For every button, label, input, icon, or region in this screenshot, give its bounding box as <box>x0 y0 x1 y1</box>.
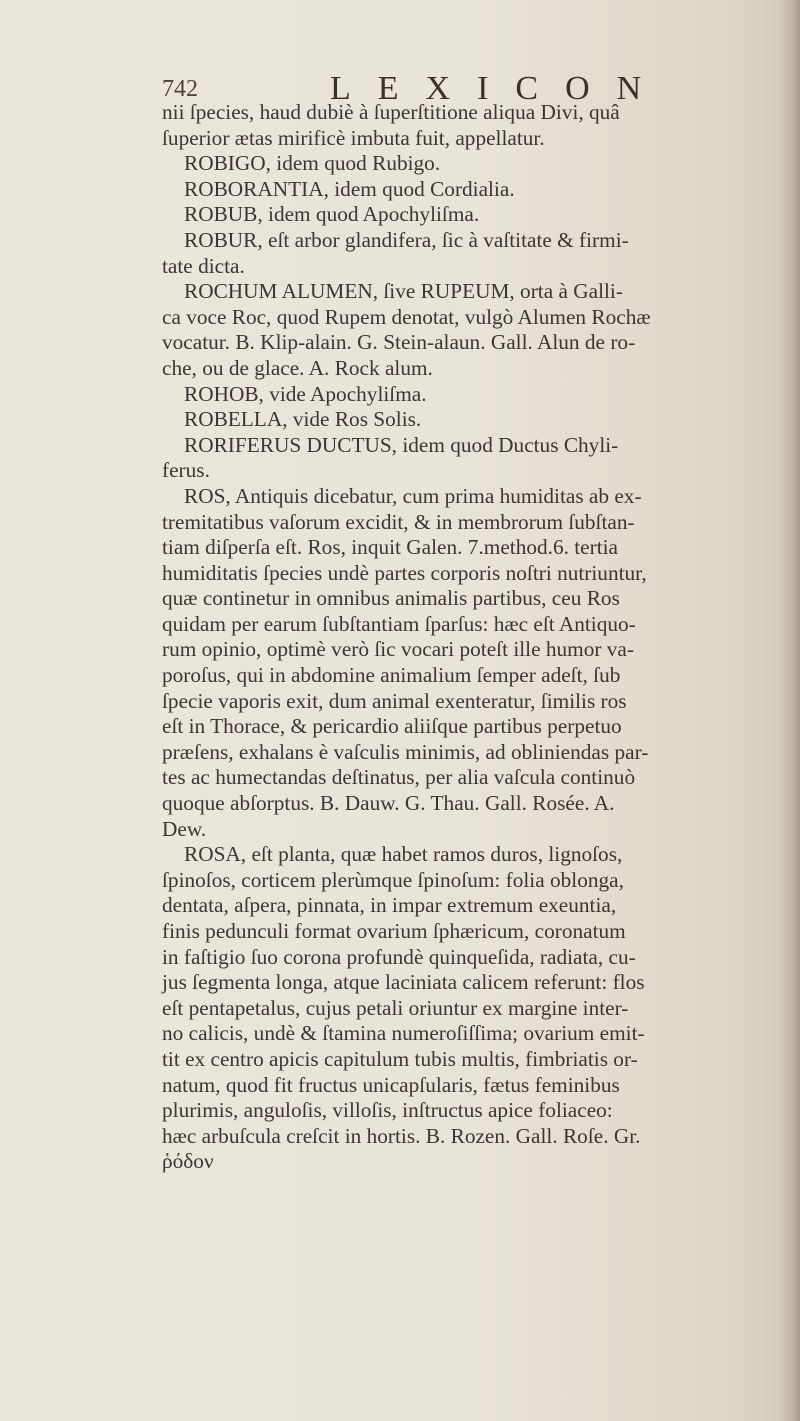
page-number: 742 <box>162 76 198 102</box>
text-line: eſt pentapetalus, cujus petali oriuntur ex margine inter- <box>162 995 629 1020</box>
entry-rosa: ROSA, eſt planta, quæ habet ramos duros, lignoſos, <box>184 842 623 867</box>
running-title: LEXICON <box>330 70 669 107</box>
text-line: quæ continetur in omnibus animalis partibus, ceu Ros <box>162 586 620 611</box>
text-line: poroſus, qui in abdomine animalium ſemper adeſt, ſub <box>162 663 621 688</box>
text-line: vocatur. B. Klip-alain. G. Stein-alaun. Gall. Alun de ro- <box>162 330 636 355</box>
text-line: dentata, aſpera, pinnata, in impar extremum exeuntia, <box>162 893 617 918</box>
dictionary-text <box>162 100 757 1201</box>
text-line: quoque abſorptus. B. Dauw. G. Thau. Gall. Rosée. A. <box>162 791 615 816</box>
text-line: che, ou de glace. A. Rock alum. <box>162 355 433 380</box>
text-line: rum opinio, optimè verò ſic vocari poteſt ille humor va- <box>162 637 634 662</box>
text-line: jus ſegmenta longa, atque laciniata calicem referunt: flos <box>162 970 645 995</box>
text-line: nii ſpecies, haud dubiè à ſuperſtitione aliqua Divi, quâ <box>162 100 620 124</box>
text-line: Dew. <box>162 816 207 841</box>
text-line: quidam per earum ſubſtantiam ſparſus: hæc eſt Antiquo- <box>162 611 636 636</box>
text-line: præſens, exhalans è vaſculis minimis, ad obliniendas par- <box>162 739 649 764</box>
entry-robigo: ROBIGO, idem quod Rubigo. <box>184 151 441 176</box>
text-line: tremitatibus vaſorum excidit, & in membrorum ſubſtan- <box>162 509 635 534</box>
text-line: no calicis, undè & ſtamina numeroſiſſima; ovarium emit- <box>162 1021 645 1046</box>
text-line: tate dicta. <box>162 253 245 278</box>
text-line: humiditatis ſpecies undè partes corporis noſtri nutriuntur, <box>162 560 647 585</box>
text-line: in faſtigio ſuo corona profundè quinqueſida, radiata, cu- <box>162 944 636 969</box>
entry-rochum-alumen: ROCHUM ALUMEN, ſive RUPEUM, orta à Galli- <box>184 279 623 304</box>
text-line: finis pedunculi format ovarium ſphæricum, coronatum <box>162 919 626 943</box>
text-line: tes ac humectandas deſtinatus, per alia vaſcula continuò <box>162 765 636 790</box>
text-line: ῥόδον <box>162 1149 214 1174</box>
text-line: natum, quod fit fructus unicapſularis, fætus feminibus <box>162 1072 620 1097</box>
text-line: ferus. <box>162 458 210 483</box>
entry-robur: ROBUR, eſt arbor glandifera, ſic à vaſtitate & firmi- <box>184 227 629 252</box>
entry-robub: ROBUB, idem quod Apochyliſma. <box>184 202 480 227</box>
text-line: plurimis, anguloſis, villoſis, inſtructus apice foliaceo: <box>162 1098 613 1123</box>
page-spine-shadow <box>778 0 800 1421</box>
text-line: tit ex centro apicis capitulum tubis multis, fimbriatis or- <box>162 1046 638 1071</box>
text-line: ſpinoſos, corticem plerùmque ſpinoſum: folia oblonga, <box>162 867 624 892</box>
text-line: ſuperior ætas mirificè imbuta fuit, appellatur. <box>162 125 545 150</box>
catchword <box>162 1175 757 1201</box>
entry-roborantia: ROBORANTIA, idem quod Cordialia. <box>184 176 515 201</box>
text-line: hæc arbuſcula creſcit in hortis. B. Rozen. Gall. Roſe. Gr. <box>162 1123 641 1148</box>
text-line: tiam diſperſa eſt. Ros, inquit Galen. 7.method.6. tertia <box>162 535 619 560</box>
entry-robella: ROBELLA, vide Ros Solis. <box>184 407 422 432</box>
entry-ros: ROS, Antiquis dicebatur, cum prima humiditas ab ex- <box>184 483 642 508</box>
text-line: ſpecie vaporis exit, dum animal exenteratur, ſimilis ros <box>162 688 627 713</box>
entry-roriferus-ductus: RORIFERUS DUCTUS, idem quod Ductus Chyli- <box>184 432 619 457</box>
text-line: eſt in Thorace, & pericardio aliiſque partibus perpetuo <box>162 714 622 739</box>
entry-rohob: ROHOB, vide Apochyliſma. <box>184 381 427 406</box>
text-line: ca voce Roc, quod Rupem denotat, vulgò Alumen Rochæ <box>162 304 651 329</box>
